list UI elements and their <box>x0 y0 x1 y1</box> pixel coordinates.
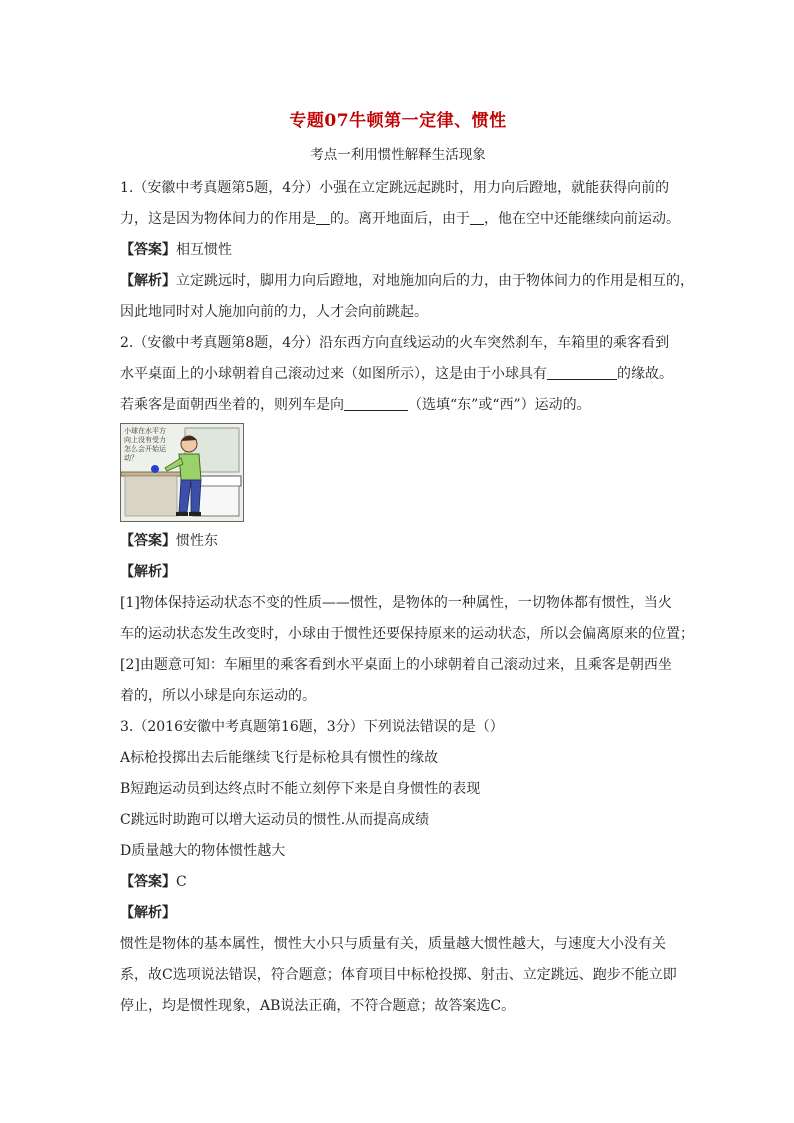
answer-text: 相互惯性 <box>176 242 232 258</box>
q1-answer <box>120 235 676 266</box>
q1-line2b: 的。离开地面后，由于 <box>330 211 470 227</box>
document-page <box>120 100 694 1022</box>
section-subtitle: 考点一利用惯性解释生活现象 <box>310 147 486 163</box>
q2-line3a: 若乘客是面朝西坐着的，则列车是向 <box>120 397 344 413</box>
q2-blank-1 <box>547 363 617 380</box>
answer-tag: 【答案】 <box>120 533 176 549</box>
analysis-tag: 【解析】 <box>120 273 176 289</box>
q2-analysis-line4: 着的，所以小球是向东运动的。 <box>120 688 316 704</box>
q3-analysis-line3: 停止，均是惯性现象，AB说法正确，不符合题意；故答案选C。 <box>120 998 516 1014</box>
q2-analysis-tag: 【解析】 <box>120 564 176 580</box>
q1-line2c: ，他在空中还能继续向前运动。 <box>484 211 680 227</box>
q3-option-c: C跳远时助跑可以增大运动员的惯性.从而提高成绩 <box>120 812 430 828</box>
answer-tag: 【答案】 <box>120 874 176 890</box>
question-3 <box>120 712 676 1022</box>
answer-tag: 【答案】 <box>120 242 176 258</box>
q3-answer <box>120 867 676 898</box>
q2-analysis-line2: 车的运动状态发生改变时，小球由于惯性还要保持原来的运动状态，所以会偏离原来的位置； <box>120 626 694 642</box>
train-passenger-figure <box>120 423 244 522</box>
q2-answer <box>120 526 676 557</box>
q2-line2 <box>120 359 676 390</box>
q2-line2b: 的缘故。 <box>617 366 673 382</box>
q3-analysis-line1: 惯性是物体的基本属性，惯性大小只与质量有关，质量越大惯性越大，与速度大小没有关 <box>120 936 666 952</box>
analysis-text: 立定跳远时，脚用力向后蹬地，对地施加向后的力，由于物体间力的作用是相互的， <box>176 273 694 289</box>
q3-line1: 3.（2016安徽中考真题第16题，3分）下列说法错误的是（） <box>120 719 504 735</box>
q3-option-a: A标枪投掷出去后能继续飞行是标枪具有惯性的缘故 <box>120 750 439 766</box>
q2-analysis-line1: [1]物体保持运动状态不变的性质——惯性，是物体的一种属性，一切物体都有惯性，当火 <box>120 595 672 611</box>
answer-text: 惯性东 <box>176 533 218 549</box>
question-2 <box>120 328 694 712</box>
q1-analysis-line2: 因此地同时对人施加向前的力，人才会向前跳起。 <box>120 304 428 320</box>
q3-analysis-tag: 【解析】 <box>120 905 176 921</box>
q1-line1: 1.（安徽中考真题第5题，4分）小强在立定跳远起跳时，用力向后蹬地，就能获得向前的 <box>120 180 670 196</box>
figure-caption: 小球在水平方 向上没有受力 怎么会开始运 动？ <box>124 427 166 462</box>
q2-line1: 2.（安徽中考真题第8题，4分）沿东西方向直线运动的火车突然刹车，车箱里的乘客看到 <box>120 335 670 351</box>
doc-title: 专题07牛顿第一定律、惯性 <box>289 111 507 131</box>
q2-line3b: （选填“东”或“西”）运动的。 <box>408 397 591 413</box>
question-1 <box>120 173 694 328</box>
answer-text: C <box>176 874 187 890</box>
q2-line2a: 水平桌面上的小球朝着自己滚动过来（如图所示），这是由于小球具有 <box>120 366 547 382</box>
q1-line2a: 力，这是因为物体间力的作用是 <box>120 211 316 227</box>
q3-option-d: D质量越大的物体惯性越大 <box>120 843 286 859</box>
q1-blank-2 <box>470 208 484 225</box>
q2-analysis-line3: [2]由题意可知：车厢里的乘客看到水平桌面上的小球朝着自己滚动过来，且乘客是朝西坐 <box>120 657 672 673</box>
q1-line2 <box>120 204 680 235</box>
q2-line3 <box>120 390 676 421</box>
q2-blank-2 <box>344 394 408 411</box>
q1-analysis <box>120 266 694 297</box>
q1-blank-1 <box>316 208 330 225</box>
ball-icon <box>151 465 159 473</box>
q3-analysis-line2: 系，故C选项说法错误，符合题意；体育项目中标枪投掷、射击、立定跳远、跑步不能立即 <box>120 967 677 983</box>
q3-option-b: B短跑运动员到达终点时不能立刻停下来是自身惯性的表现 <box>120 781 481 797</box>
